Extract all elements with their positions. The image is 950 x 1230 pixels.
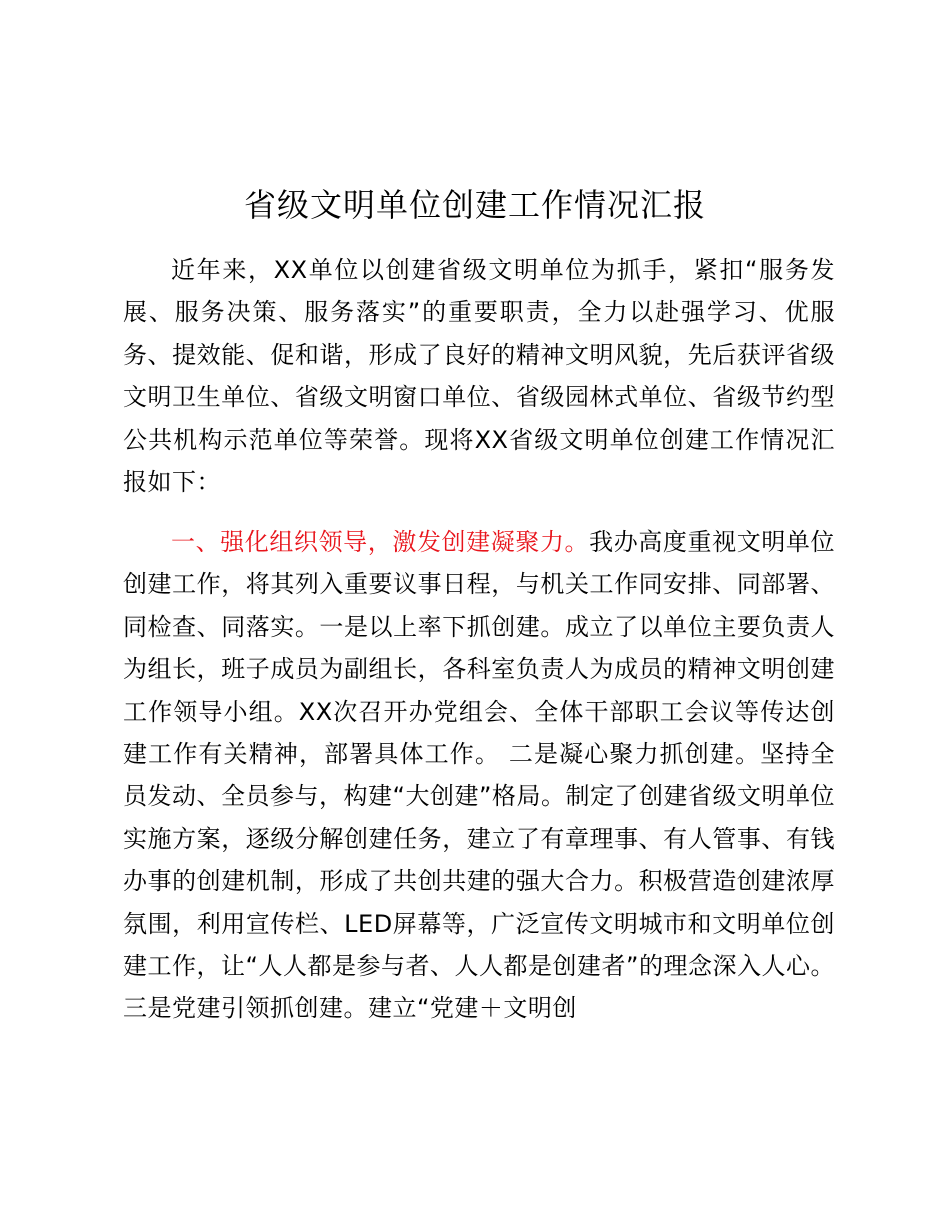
section-one-text: 我办高度重视文明单位创建工作，将其列入重要议事日程，与机关工作同安排、同部署、同检查、同落实。一是以上率下抓创建。成立了以单位主要负责人为组长，班子成员为副组长，各科室负责人为成员的精神文明创建工作领导小组。XX次召开办党组会、全体干部职工会议等传达创建工作有关精神，部署具体工作。 二是凝心聚力抓创建。坚持全员发动、全员参与，构建“大创建”格局。制定了创建省级文明单位实施方案，逐级分解创建任务，建立了有章理事、有人管事、有钱办事的创建机制，形成了共创共建的强大合力。积极营造创建浓厚氛围，利用宣传栏、LED屏幕等，广泛宣传文明城市和文明单位创建工作，让“人人都是参与者、人人都是创建者”的理念深入人心。三是党建引领抓创建。建立“党建＋文明创 <box>123 528 836 1023</box>
section-one-block <box>123 521 835 1030</box>
section-one-heading: 一、强化组织领导，激发创建凝聚力。 <box>171 528 590 556</box>
intro-paragraph-block <box>123 249 835 503</box>
section-one-paragraph <box>123 521 835 1030</box>
intro-paragraph: 近年来，XX单位以创建省级文明单位为抓手，紧扣“服务发展、服务决策、服务落实”的重要职责，全力以赴强学习、优服务、提效能、促和谐，形成了良好的精神文明风貌，先后获评省级文明卫生单位、省级文明窗口单位、省级园林式单位、省级节约型公共机构示范单位等荣誉。现将XX省级文明单位创建工作情况汇报如下： <box>123 256 835 497</box>
document-title: 省级文明单位创建工作情况汇报 <box>243 186 706 224</box>
